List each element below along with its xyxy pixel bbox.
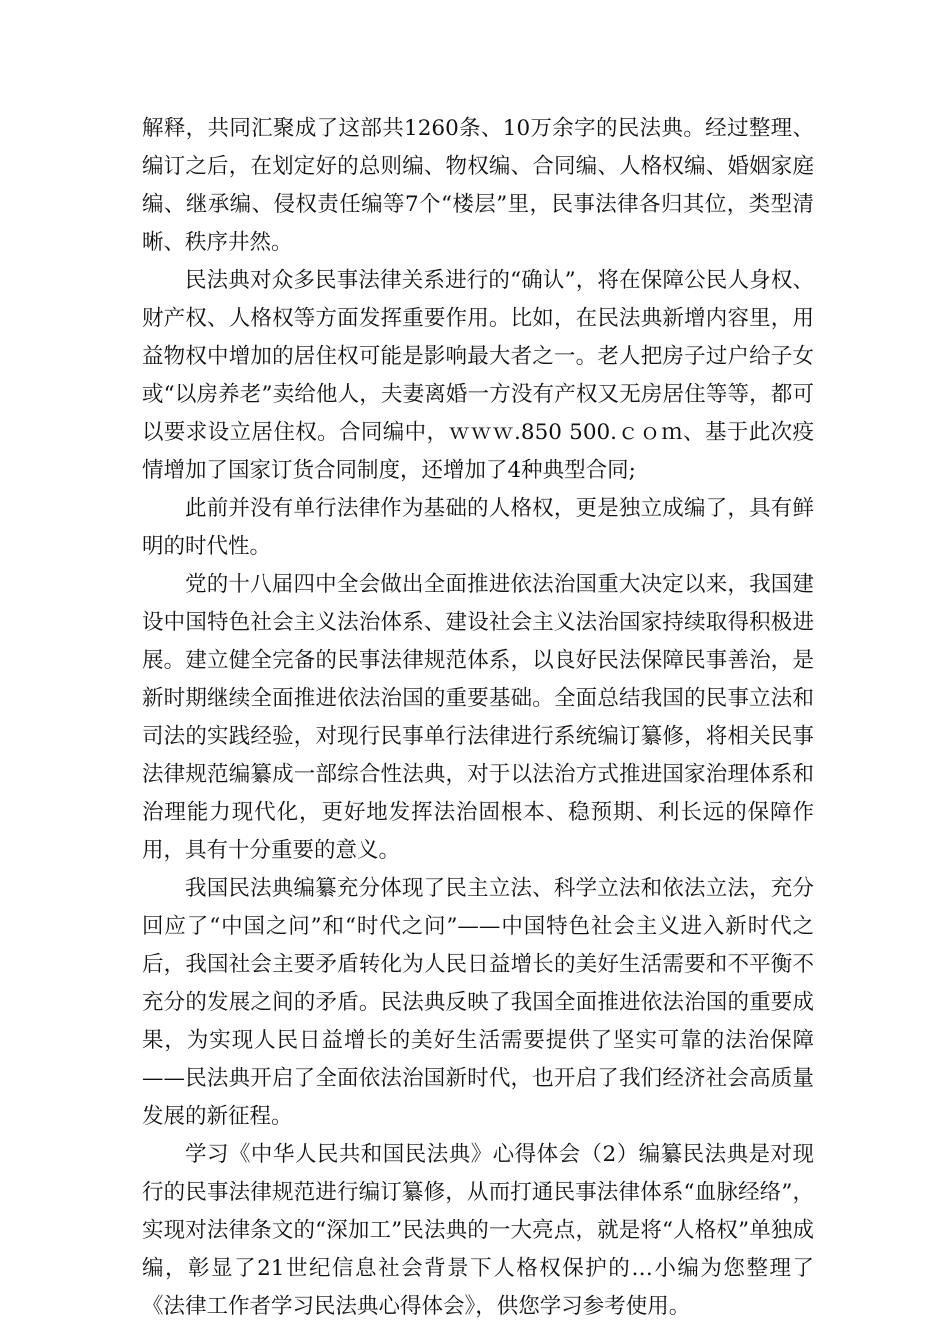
paragraph-4: 党的十八届四中全会做出全面推进依法治国重大决定以来，我国建设中国特色社会主义法治体系、建设社会主义法治国家持续取得积极进展。建立健全完备的民事法律规范体系，以良好民法保障民事善治，是新时期继续全面推进依法治国的重要基础。全面总结我国的民事立法和司法的实践经验，对现行民事单行法律进行系统编订纂修，将相关民事法律规范编纂成一部综合性法典，对于以法治方式推进国家治理体系和治理能力现代化，更好地发挥法治固根本、稳预期、利长远的保障作用，具有十分重要的意义。 — [142, 572, 814, 863]
paragraph-6: 学习《中华人民共和国民法典》心得体会（2）编纂民法典是对现行的民事法律规范进行编订纂修，从而打通民事法律体系“血脉经络”，实现对法律条文的“深加工”民法典的一大亮点，就是将“人格权”单独成编，彰显了21世纪信息社会背景下人格权保护的…小编为您整理了《法律工作者学习民法典心得体会》，供您学习参考使用。 — [142, 1142, 814, 1319]
paragraph-1: 解释，共同汇聚成了这部共1260条、10万余字的民法典。经过整理、编订之后，在划定好的总则编、物权编、合同编、人格权编、婚姻家庭编、继承编、侵权责任编等7个“楼层”里，民事法律各归其位，类型清晰、秩序井然。 — [142, 116, 814, 255]
document-body — [142, 110, 814, 1326]
paragraph-3: 此前并没有单行法律作为基础的人格权，更是独立成编了，具有鲜明的时代性。 — [142, 496, 814, 559]
paragraph-5: 我国民法典编纂充分体现了民主立法、科学立法和依法立法，充分回应了“中国之问”和“时代之问”——中国特色社会主义进入新时代之后，我国社会主要矛盾转化为人民日益增长的美好生活需要和不平衡不充分的发展之间的矛盾。民法典反映了我国全面推进依法治国的重要成果，为实现人民日益增长的美好生活需要提供了坚实可靠的法治保障——民法典开启了全面依法治国新时代，也开启了我们经济社会高质量发展的新征程。 — [142, 876, 814, 1129]
paragraph-2: 民法典对众多民事法律关系进行的“确认”，将在保障公民人身权、财产权、人格权等方面发挥重要作用。比如，在民法典新增内容里，用益物权中增加的居住权可能是影响最大者之一。老人把房子过户给子女或“以房养老”卖给他人，夫妻离婚一方没有产权又无房居住等等，都可以要求设立居住权。合同编中，ｗｗｗ.850 500.ｃｏｍ、基于此次疫情增加了国家订货合同制度，还增加了4种典型合同; — [142, 268, 814, 483]
